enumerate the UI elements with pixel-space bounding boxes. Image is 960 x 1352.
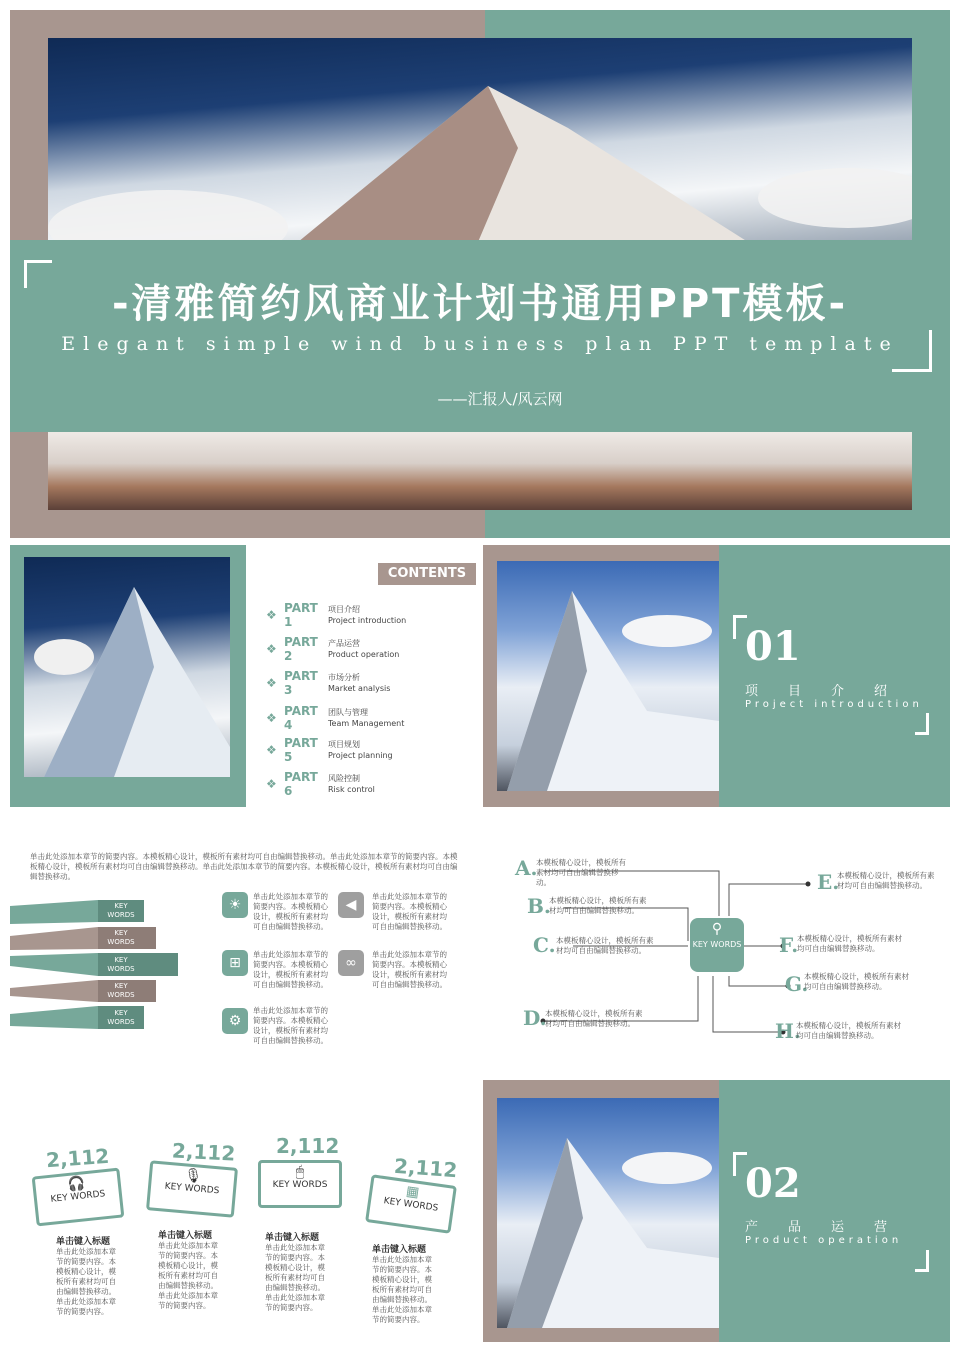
contents-item[interactable] [266, 634, 399, 664]
contents-item[interactable] [266, 735, 393, 765]
mindmap-text: 本模板精心设计，模板所有素材均可自由编辑替换移动。 [556, 936, 654, 955]
mouse-icon: 🖱 [295, 1164, 305, 1180]
section-right-panel [719, 1080, 950, 1342]
icon-text: 单击此处添加本章节的简要内容。本模板精心设计，模板所有素材均可自由编辑替换移动。 [372, 892, 447, 931]
mindmap-letter: C. [533, 933, 556, 957]
contents-item[interactable] [266, 769, 375, 799]
contents-cn: 项目介绍 [328, 605, 360, 614]
stat-text: 单击此处添加本章节的简要内容。本模板精心设计，模板所有素材均可自由编辑替换移动。单击此处添加本章节的简要内容。 [372, 1255, 432, 1324]
slide-section-01 [483, 545, 950, 807]
contents-part: PART 1 [284, 601, 318, 629]
section-right-panel [719, 545, 950, 807]
stat-label: KEY WORDS [383, 1196, 439, 1214]
contents-cn: 市场分析 [328, 673, 360, 682]
contents-en: Market analysis [328, 684, 391, 693]
mindmap-letter: F. [779, 933, 799, 957]
contents-en: Risk control [328, 785, 375, 794]
contents-part: PART 6 [284, 770, 318, 798]
stat-value: 2,112 [171, 1138, 236, 1166]
icon-text: 单击此处添加本章节的简要内容。本模板精心设计，模板所有素材均可自由编辑替换移动。 [253, 1006, 328, 1045]
icon-text: 单击此处添加本章节的简要内容。本模板精心设计，模板所有素材均可自由编辑替换移动。 [253, 892, 328, 931]
intro-text: 单击此处添加本章节的简要内容。本模板精心设计，模板所有素材均可自由编辑替换移动。单击此处添加本章节的简要内容。本模板精心设计，模板所有素材均可自由编辑替换移动。单击此处添加本章节的简要内容。本模板精心设计，模板所有素材均可自由编辑替换移动。 [30, 852, 458, 881]
section-number: 02 [745, 1160, 801, 1207]
cart-icon: ⊞ [222, 950, 248, 976]
diamond-icon: ❖ [266, 711, 277, 725]
mindmap-text: 本模板精心设计，模板所有素材均可自由编辑替换移动。 [797, 934, 902, 953]
diamond-icon: ❖ [266, 743, 277, 757]
diamond-icon: ❖ [266, 642, 277, 656]
section-mountain-image [497, 1098, 719, 1328]
contents-mountain-image [24, 557, 230, 777]
mindmap-letter: H. [775, 1019, 801, 1043]
stat-label: KEY WORDS [272, 1180, 328, 1190]
mindmap-text: 本模板精心设计，模板所有素材均可自由编辑替换移动。 [536, 858, 626, 887]
mindmap-text: 本模板精心设计，模板所有素材均可自由编辑替换移动。 [837, 871, 935, 890]
contents-cn: 团队与管理 [328, 708, 368, 717]
mindmap-letter: A. [515, 856, 538, 880]
section-mountain-image [497, 561, 719, 791]
mountain-peak-illustration [497, 1098, 719, 1328]
contents-item[interactable] [266, 668, 390, 698]
contents-part: PART 3 [284, 669, 318, 697]
diamond-icon: ❖ [266, 676, 277, 690]
windows-icon: ▦ [404, 1183, 421, 1201]
keyword-label: KEY WORDS [107, 929, 135, 946]
diamond-icon: ❖ [266, 608, 277, 622]
stat-label: KEY WORDS [50, 1189, 106, 1205]
keyword-label: KEY WORDS [107, 902, 135, 919]
cover-mountain-image-top [48, 38, 912, 242]
mountain-peak-illustration [497, 561, 719, 791]
section-title-cn: 项目介绍 [745, 684, 918, 699]
stat-title: 单击键入标题 [56, 1237, 111, 1247]
stat-title: 单击键入标题 [158, 1231, 213, 1241]
contents-cn: 项目规划 [328, 740, 360, 749]
diamond-icon: ❖ [266, 777, 277, 791]
icon-text: 单击此处添加本章节的简要内容。本模板精心设计，模板所有素材均可自由编辑替换移动。 [253, 950, 328, 989]
slide-contents [10, 545, 477, 807]
center-label: KEY WORDS [692, 940, 742, 949]
cover-subtitle: Elegant simple wind business plan PPT template [61, 333, 899, 355]
keyword-label: KEY WORDS [107, 982, 135, 999]
stat-title: 单击键入标题 [372, 1245, 427, 1255]
stat-title: 单击键入标题 [265, 1233, 320, 1243]
mountain-peak-illustration [24, 557, 230, 777]
mindmap-letter: D. [523, 1006, 547, 1030]
mindmap-text: 本模板精心设计，模板所有素材均可自由编辑替换移动。 [804, 972, 909, 991]
monitor-frame [258, 1160, 342, 1208]
stat-text: 单击此处添加本章节的简要内容。本模板精心设计，模板所有素材均可自由编辑替换移动。单击此处添加本章节的简要内容。 [158, 1241, 218, 1310]
stat-value: 2,112 [45, 1143, 111, 1173]
keyword-stack-graphic [10, 896, 190, 1036]
slide-stats [10, 1080, 477, 1342]
monitor-frame [146, 1160, 238, 1217]
megaphone-icon: ◀ [338, 892, 364, 918]
mountain-peak-illustration [48, 38, 912, 242]
monitor-frame [32, 1168, 125, 1227]
contents-part: PART 2 [284, 635, 318, 663]
mindmap-text: 本模板精心设计，模板所有素材均可自由编辑替换移动。 [545, 1009, 643, 1028]
link-icon: ∞ [338, 950, 364, 976]
section-corner-bottom-right [915, 713, 929, 735]
contents-en: Team Management [328, 719, 405, 728]
mindmap-text: 本模板精心设计，模板所有素材均可自由编辑替换移动。 [796, 1021, 901, 1040]
section-corner-bottom-right [915, 1250, 929, 1272]
gear-icon: ⚙ [222, 1008, 248, 1034]
headphones-icon: 🎧 [67, 1175, 87, 1193]
contents-item[interactable] [266, 703, 404, 733]
mindmap-letter: E. [817, 870, 840, 894]
stat-label: KEY WORDS [164, 1181, 220, 1197]
section-number: 01 [745, 623, 801, 670]
stat-text: 单击此处添加本章节的简要内容。本模板精心设计，模板所有素材均可自由编辑替换移动。单击此处添加本章节的简要内容。 [265, 1243, 325, 1312]
monitor-frame [365, 1174, 457, 1234]
contents-en: Project planning [328, 751, 393, 760]
contents-part: PART 5 [284, 736, 318, 764]
search-icon: ⚲ [711, 921, 723, 937]
icon-text: 单击此处添加本章节的简要内容。本模板精心设计，模板所有素材均可自由编辑替换移动。 [372, 950, 447, 989]
keyword-label: KEY WORDS [107, 956, 135, 973]
stat-text: 单击此处添加本章节的简要内容。本模板精心设计，模板所有素材均可自由编辑替换移动。单击此处添加本章节的简要内容。 [56, 1247, 116, 1316]
contents-cn: 产品运营 [328, 639, 360, 648]
contents-en: Product operation [328, 650, 400, 659]
cover-reporter: ——汇报人/风云网 [437, 390, 563, 408]
microphone-icon: 🎙 [183, 1167, 203, 1185]
mindmap-letter: G. [785, 972, 809, 996]
mindmap-text: 本模板精心设计，模板所有素材均可自由编辑替换移动。 [549, 896, 647, 915]
stat-value: 2,112 [393, 1153, 459, 1183]
contents-item[interactable] [266, 600, 406, 630]
slide-section-02 [483, 1080, 950, 1342]
keyword-label: KEY WORDS [107, 1009, 135, 1026]
section-title-en: Project introduction [745, 699, 923, 710]
contents-label: CONTENTS [378, 563, 476, 585]
cover-mountain-image-bottom [48, 432, 912, 510]
mindmap-letter: B. [527, 894, 551, 918]
contents-en: Project introduction [328, 616, 407, 625]
cover-corner-top-left [24, 260, 52, 288]
section-title-cn: 产品运营 [745, 1220, 918, 1235]
cover-title: -清雅简约风商业计划书通用PPT模板- [111, 281, 849, 327]
slide-keywords [10, 816, 477, 1066]
section-title-en: Product operation [745, 1235, 903, 1246]
mindmap-center-node [690, 918, 744, 972]
contents-part: PART 4 [284, 704, 318, 732]
contents-cn: 风险控制 [328, 774, 360, 783]
lightbulb-icon: ☀ [222, 892, 248, 918]
stat-value: 2,112 [276, 1134, 340, 1158]
slide-mindmap [483, 816, 950, 1066]
